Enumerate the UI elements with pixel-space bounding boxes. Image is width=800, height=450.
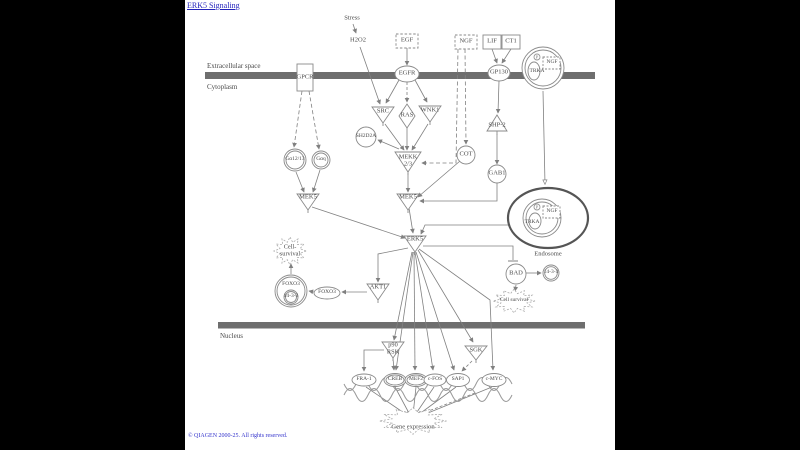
node-label-fra1[interactable]: FRA-1 <box>356 376 372 383</box>
cell-survival-left-line1: Cell- <box>283 243 297 251</box>
phospho-label: P <box>535 54 539 60</box>
node-label-mekk23-line1: MEKK <box>398 153 418 161</box>
edge-egfr-wnk1 <box>415 80 427 102</box>
pathway-canvas <box>185 0 615 450</box>
edge-to-sh2d2a <box>378 140 399 149</box>
edges <box>291 24 545 415</box>
edge-mek5left-erk5 <box>312 207 405 238</box>
edge-erk5-akt1 <box>378 248 408 282</box>
nuclear-membrane <box>218 322 585 329</box>
edge-lif-gp130 <box>492 49 497 63</box>
edge-gp130-shp2 <box>498 81 499 113</box>
node-label-bad[interactable]: BAD <box>509 269 523 277</box>
edge-ct1-gp130 <box>502 49 511 63</box>
edge-gaq-mek5left <box>313 170 320 192</box>
node-label-cell-survival-right[interactable]: Cell survival <box>499 297 529 304</box>
edge-endosome-erk5 <box>421 225 509 234</box>
edge-egfr-src <box>386 80 399 103</box>
phospho-label: P <box>535 204 539 210</box>
node-label-cell-survival-left[interactable] <box>280 244 300 257</box>
node-label-ngf-endosome[interactable]: NGF <box>546 208 558 215</box>
copyright-text: © QIAGEN 2000-25. All rights reserved. <box>188 433 288 439</box>
node-label-gab1[interactable]: GAB1 <box>488 169 506 177</box>
node-label-gene-expression[interactable]: Gene expression <box>391 423 435 431</box>
cell-survival-left-line2: survival <box>279 250 301 257</box>
node-label-sap1[interactable]: SAP1 <box>451 376 465 383</box>
node-label-cot[interactable]: COT <box>459 150 473 158</box>
node-label-h2o2[interactable]: H2O2 <box>350 36 366 44</box>
edge-p90rsk-fra1 <box>364 350 384 371</box>
node-label-gpcr[interactable]: GPCR <box>296 73 314 81</box>
edge-trka-endosome-translocation <box>543 91 545 184</box>
edge-erk5-cfos <box>415 252 433 370</box>
node-label-mekk23[interactable] <box>399 154 418 167</box>
edge-foxo3-complex <box>309 291 314 292</box>
node-label-erk5[interactable]: ERK5 <box>406 235 424 243</box>
edge-erk5-bad <box>423 246 513 260</box>
dna-strand-1 <box>344 389 512 402</box>
edge-mek5-erk5 <box>409 208 413 233</box>
compartment-label-nucleus: Nucleus <box>220 332 243 340</box>
node-label-complex-1433[interactable]: 14-3-3 <box>283 293 299 300</box>
node-label-ngf-membrane[interactable]: NGF <box>546 59 558 66</box>
node-label-foxo3[interactable]: FOXO3 <box>318 289 336 296</box>
node-label-trka-endosome[interactable]: TRKA <box>524 219 540 226</box>
node-label-sh2d2a[interactable]: SH2D2A <box>355 133 377 140</box>
node-label-foxo3-complex[interactable]: FOXO3 <box>282 281 300 288</box>
node-label-1433[interactable]: 14-3-3 <box>543 269 559 276</box>
node-label-mek5[interactable]: MEK5 <box>399 193 417 201</box>
edge-gpcr-ga1213 <box>294 91 302 147</box>
p90rsk-line1: p90 <box>388 341 398 349</box>
edge-cot-mek5 <box>418 161 460 197</box>
edge-sgk-sap1 <box>462 361 472 371</box>
edge-stress-h2o2 <box>353 24 356 33</box>
node-label-cfos[interactable]: c-FOS <box>427 376 443 383</box>
compartment-label-cytoplasm: Cytoplasm <box>207 83 238 91</box>
node-label-mek5-left[interactable]: MEK5 <box>299 193 317 201</box>
left-black-bar <box>0 0 185 450</box>
edge-bad-cellsurvival <box>515 285 516 291</box>
compartment-label-extracellular: Extracellular space <box>207 62 261 70</box>
node-label-ras[interactable]: RAS <box>400 111 414 119</box>
node-label-gaq[interactable]: Gαq <box>316 156 326 163</box>
node-label-mef2[interactable]: MEF2 <box>408 376 424 383</box>
node-label-p90rsk[interactable] <box>387 342 399 355</box>
node-label-gp130[interactable]: GP130 <box>489 68 509 76</box>
compartment-label-endosome: Endosome <box>534 250 562 258</box>
node-label-wnk1[interactable]: WNK1 <box>420 106 440 114</box>
edge-ga1213-mek5left <box>296 172 304 192</box>
node-label-ct1[interactable]: CT1 <box>505 37 517 45</box>
node-label-egf[interactable]: EGF <box>400 36 414 44</box>
edge-erk5-mef2 <box>414 252 415 370</box>
edge-wnk1-mekk23 <box>412 124 428 150</box>
node-label-stress[interactable]: Stress <box>344 14 360 22</box>
node-label-shp2[interactable]: SHP-2 <box>488 121 506 129</box>
edge-src-mekk23 <box>385 124 404 150</box>
node-label-egfr[interactable]: EGFR <box>398 69 416 77</box>
edge-gpcr-gaq <box>309 91 319 149</box>
p90rsk-line2: RSK <box>386 348 400 355</box>
node-label-mekk23-line2: 2/3 <box>403 160 413 167</box>
node-label-lif[interactable]: LIF <box>487 37 497 45</box>
edge-ngf-cot <box>465 49 466 144</box>
pathway-title-link[interactable]: ERK5 Signaling <box>187 1 240 10</box>
node-label-cmyc[interactable]: c-MYC <box>485 376 503 383</box>
right-black-bar <box>615 0 800 450</box>
node-label-sgk[interactable]: SGK <box>469 346 483 354</box>
node-label-src[interactable]: SRC <box>376 107 390 115</box>
node-label-ga1213[interactable]: Gα12/13 <box>285 156 305 163</box>
node-label-akt1[interactable]: AKT1 <box>369 283 387 291</box>
node-label-trka-membrane[interactable]: TRKA <box>529 68 545 75</box>
node-label-ngf[interactable]: NGF <box>459 37 473 45</box>
node-label-creb[interactable]: CREB <box>387 376 403 383</box>
